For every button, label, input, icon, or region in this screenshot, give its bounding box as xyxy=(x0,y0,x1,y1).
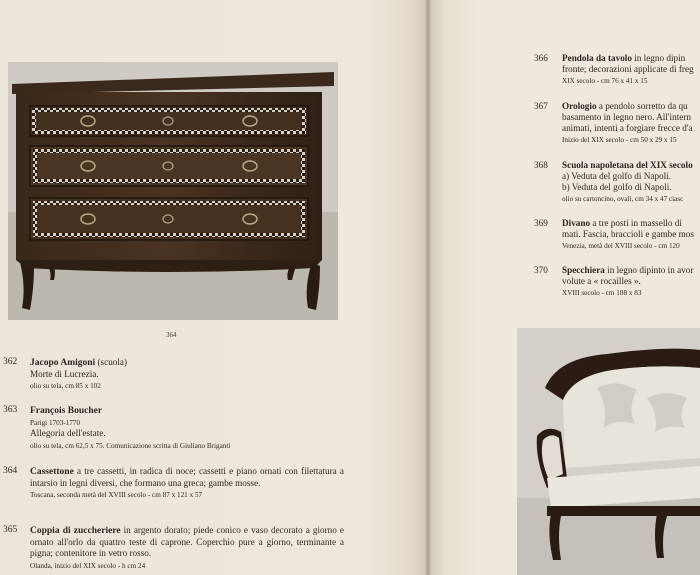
entry-details: Olanda, inizio del XIX secolo - h cm 24 xyxy=(30,561,146,570)
entry-line1: a pendolo sorretto da qu xyxy=(596,101,688,111)
entry-number: 370 xyxy=(534,265,548,275)
entry-title: Pendola da tavolo xyxy=(562,53,632,63)
entry-line3: animati, intenti a forgiare frecce d'a xyxy=(562,123,693,133)
entry-line2: fronte; decorazioni applicate di freg xyxy=(562,64,694,74)
entry-line2: mati. Fascia, braccioli e gambe mos xyxy=(562,229,694,239)
entry-number: 366 xyxy=(534,53,548,63)
entry-title: François Boucher xyxy=(30,406,103,416)
entry-details: Inizio del XIX secolo - cm 50 x 29 x 15 xyxy=(562,136,677,144)
entry-title: Orologio xyxy=(562,101,597,111)
entry-description: in argento dorato; piede conico e vaso decorato a giorno e ornato all'orlo da quattro teste di caprone. Coperchio pure a giorno, terminante a pigna; contenitore in vetro rosso. xyxy=(30,525,344,559)
entry-title: Divano xyxy=(562,218,591,228)
entry-title: Specchiera xyxy=(562,265,605,275)
sofa-illustration xyxy=(517,328,700,575)
entry-subtitle: Allegoria dell'estate. xyxy=(30,428,106,439)
entry-title: Scuola napoletana del XIX secolo xyxy=(562,160,693,170)
entry-details: olio su cartoncino, ovali, cm 34 x 47 ciasc xyxy=(562,195,684,203)
entry-details: XVIII secolo - cm 188 x 83 xyxy=(562,289,642,297)
entry-title-suffix: (scuola) xyxy=(95,357,128,367)
entry-details: XIX secolo - cm 76 x 41 x 15 xyxy=(562,77,648,85)
entry-line1: a tre posti in massello di xyxy=(590,218,682,228)
entry-description: a tre cassetti, in radica di noce; cassetti e piano ornati con filettatura a intarsio in legni diversi, che formano una greca; gambe mosse. xyxy=(30,466,344,489)
entry-line1: in legno dipinto in avor xyxy=(604,265,694,275)
entry-details: Venezia, metà del XVIII secolo - cm 120 xyxy=(562,242,680,250)
entry-number: 367 xyxy=(534,101,548,111)
entry-title: Cassettone xyxy=(30,467,74,477)
entry-title: Coppia di zuccheriere xyxy=(30,526,121,536)
entry-dates: Parigi 1703-1770 xyxy=(30,419,81,428)
entry-line1: in legno dipin xyxy=(631,53,686,63)
photo-caption-number: 364 xyxy=(166,331,177,339)
entry-number: 363 xyxy=(3,405,18,415)
sofa-photo xyxy=(517,328,700,575)
entry-line2: volute a « rocailles ». xyxy=(562,276,641,286)
entry-number: 368 xyxy=(534,160,548,170)
commode-photo xyxy=(8,62,338,320)
entry-number: 365 xyxy=(3,525,18,535)
entry-details: Toscana, seconda metà del XVIII secolo - cm 87 x 121 x 57 xyxy=(30,491,203,500)
entry-details: olio su tela, cm 62,5 x 75. Comunicazione scritta di Giuliano Briganti xyxy=(30,441,231,450)
entry-line2: basamento in legno nero. All'intern xyxy=(562,112,691,122)
entry-number: 362 xyxy=(3,357,18,367)
entry-line2: a) Veduta del golfo di Napoli. xyxy=(562,171,672,181)
entry-details: olio su tela, cm 85 x 102 xyxy=(30,382,101,391)
entry-line3: b) Veduta del golfo di Napoli. xyxy=(562,182,672,192)
entry-subtitle: Morte di Lucrezia. xyxy=(30,369,99,380)
entry-number: 364 xyxy=(3,466,18,476)
commode-illustration xyxy=(8,62,338,320)
entry-title: Jacopo Amigoni xyxy=(30,358,96,368)
entry-number: 369 xyxy=(534,218,548,228)
book-gutter xyxy=(424,0,432,575)
